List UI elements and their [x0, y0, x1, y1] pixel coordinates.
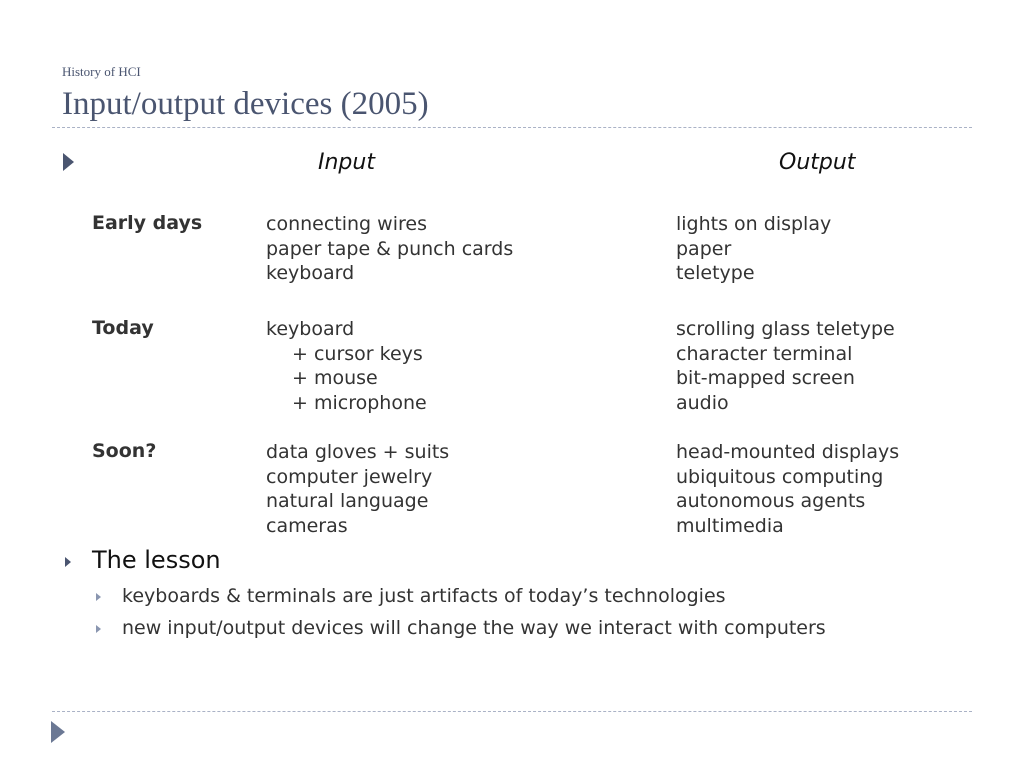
triangle-bullet-icon — [63, 153, 74, 171]
list-item: ubiquitous computing — [676, 465, 884, 488]
list-item: computer jewelry — [266, 465, 433, 488]
next-slide-icon[interactable] — [51, 721, 65, 743]
list-item: connecting wires — [266, 213, 427, 235]
lesson-point: new input/output devices will change the way we interact with computers — [122, 617, 826, 639]
top-divider — [52, 127, 972, 128]
list-item: natural language — [266, 490, 429, 512]
list-item: lights on display — [676, 213, 832, 235]
list-item: autonomous agents — [676, 490, 866, 512]
list-item: + cursor keys — [292, 342, 423, 365]
row-label-today: Today — [92, 317, 154, 339]
row-label-early-days: Early days — [92, 212, 203, 234]
section-kicker: History of HCI — [62, 64, 141, 79]
triangle-bullet-icon — [96, 625, 101, 633]
list-item: keyboard — [266, 262, 355, 284]
list-item: data gloves + suits — [266, 441, 450, 463]
lesson-point: keyboards & terminals are just artifacts of today’s technologies — [122, 585, 726, 607]
list-item: scrolling glass teletype — [676, 318, 895, 340]
list-item: character terminal — [676, 342, 853, 365]
list-item: paper — [676, 237, 732, 260]
early-days-input — [266, 212, 513, 286]
list-item: cameras — [266, 514, 348, 537]
input-heading: Input — [318, 150, 375, 175]
triangle-bullet-icon — [96, 593, 101, 601]
slide-header — [62, 64, 429, 124]
list-item: bit-mapped screen — [676, 367, 855, 389]
list-item: multimedia — [676, 514, 784, 537]
triangle-bullet-icon — [65, 557, 71, 567]
list-item: + mouse — [292, 367, 378, 389]
list-item: audio — [676, 391, 729, 414]
today-input — [266, 317, 427, 415]
today-output — [676, 317, 895, 415]
soon-output — [676, 440, 899, 538]
list-item: head-mounted displays — [676, 441, 900, 463]
output-heading: Output — [779, 150, 856, 175]
list-item: teletype — [676, 262, 755, 284]
list-item: + microphone — [292, 391, 427, 414]
bottom-divider — [52, 711, 972, 712]
list-item: paper tape & punch cards — [266, 237, 514, 260]
early-days-output — [676, 212, 831, 286]
slide-title: Input/output devices (2005) — [62, 86, 429, 122]
lesson-heading: The lesson — [92, 546, 221, 574]
row-label-soon: Soon? — [92, 440, 157, 462]
list-item: keyboard — [266, 318, 355, 340]
soon-input — [266, 440, 449, 538]
